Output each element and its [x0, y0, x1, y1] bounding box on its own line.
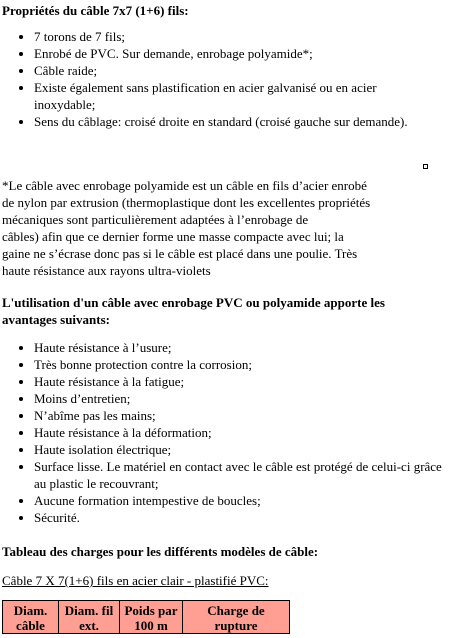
polyamide-note [2, 177, 450, 279]
list-item: • Haute isolation électrique; [34, 441, 450, 458]
list-item: • Enrobé de PVC. Sur demande, enrobage polyamide*; [34, 45, 434, 62]
list-item: • Existe également sans plastification en acier galvanisé ou en acier inoxydable; [34, 79, 434, 113]
section-title-load-table: Tableau des charges pour les différents modèles de câble: [2, 544, 319, 559]
note-line: mécaniques sont particulièrement adaptées à l’enrobage de [2, 212, 309, 227]
list-item: • Sens du câblage: croisé droite en standard (croisé gauche sur demande). [34, 113, 434, 130]
table-header-cell: Diam. câble [3, 601, 59, 634]
list-item: • Sécurité. [34, 509, 450, 526]
list-item: • Haute résistance à la fatigue; [34, 373, 450, 390]
advantages-list [0, 339, 450, 526]
section-title-properties: Propriétés du câble 7x7 (1+6) fils: [2, 3, 189, 18]
load-table [2, 600, 290, 634]
list-item: • Aucune formation intempestive de boucles; [34, 492, 450, 509]
properties-list [0, 28, 434, 130]
list-item: • N’abîme pas les mains; [34, 407, 450, 424]
note-line: gaine ne s’écrase donc pas si le câble est placé dans une poulie. Très [2, 246, 358, 261]
note-line: *Le câble avec enrobage polyamide est un câble en fils d’acier enrobé [2, 178, 367, 193]
table-header-cell: Poids par 100 m [120, 601, 183, 634]
list-item: • Câble raide; [34, 62, 434, 79]
table-header-cell: Diam. fil ext. [59, 601, 120, 634]
list-item: • Surface lisse. Le matériel en contact avec le câble est protégé de celui-ci grâce au plastic le recouvrant; [34, 458, 450, 492]
table-caption: Câble 7 X 7(1+6) fils en acier clair - plastifié PVC: [2, 573, 269, 588]
list-item: • 7 torons de 7 fils; [34, 28, 434, 45]
table-header-row [3, 601, 290, 634]
list-item: • Très bonne protection contre la corrosion; [34, 356, 450, 373]
small-square-marker [423, 164, 428, 169]
note-line: haute résistance aux rayons ultra-violets [2, 263, 211, 278]
note-line: câbles) afin que ce dernier forme une masse compacte avec lui; la [2, 229, 344, 244]
note-line: de nylon par extrusion (thermoplastique dont les excellentes propriétés [2, 195, 371, 210]
table-header-cell: Charge de rupture [183, 601, 290, 634]
list-item: • Moins d’entretien; [34, 390, 450, 407]
list-item: • Haute résistance à la déformation; [34, 424, 450, 441]
list-item: • Haute résistance à l’usure; [34, 339, 450, 356]
section-title-advantages: L'utilisation d'un câble avec enrobage PVC ou polyamide apporte les avantages suivants: [2, 295, 385, 327]
